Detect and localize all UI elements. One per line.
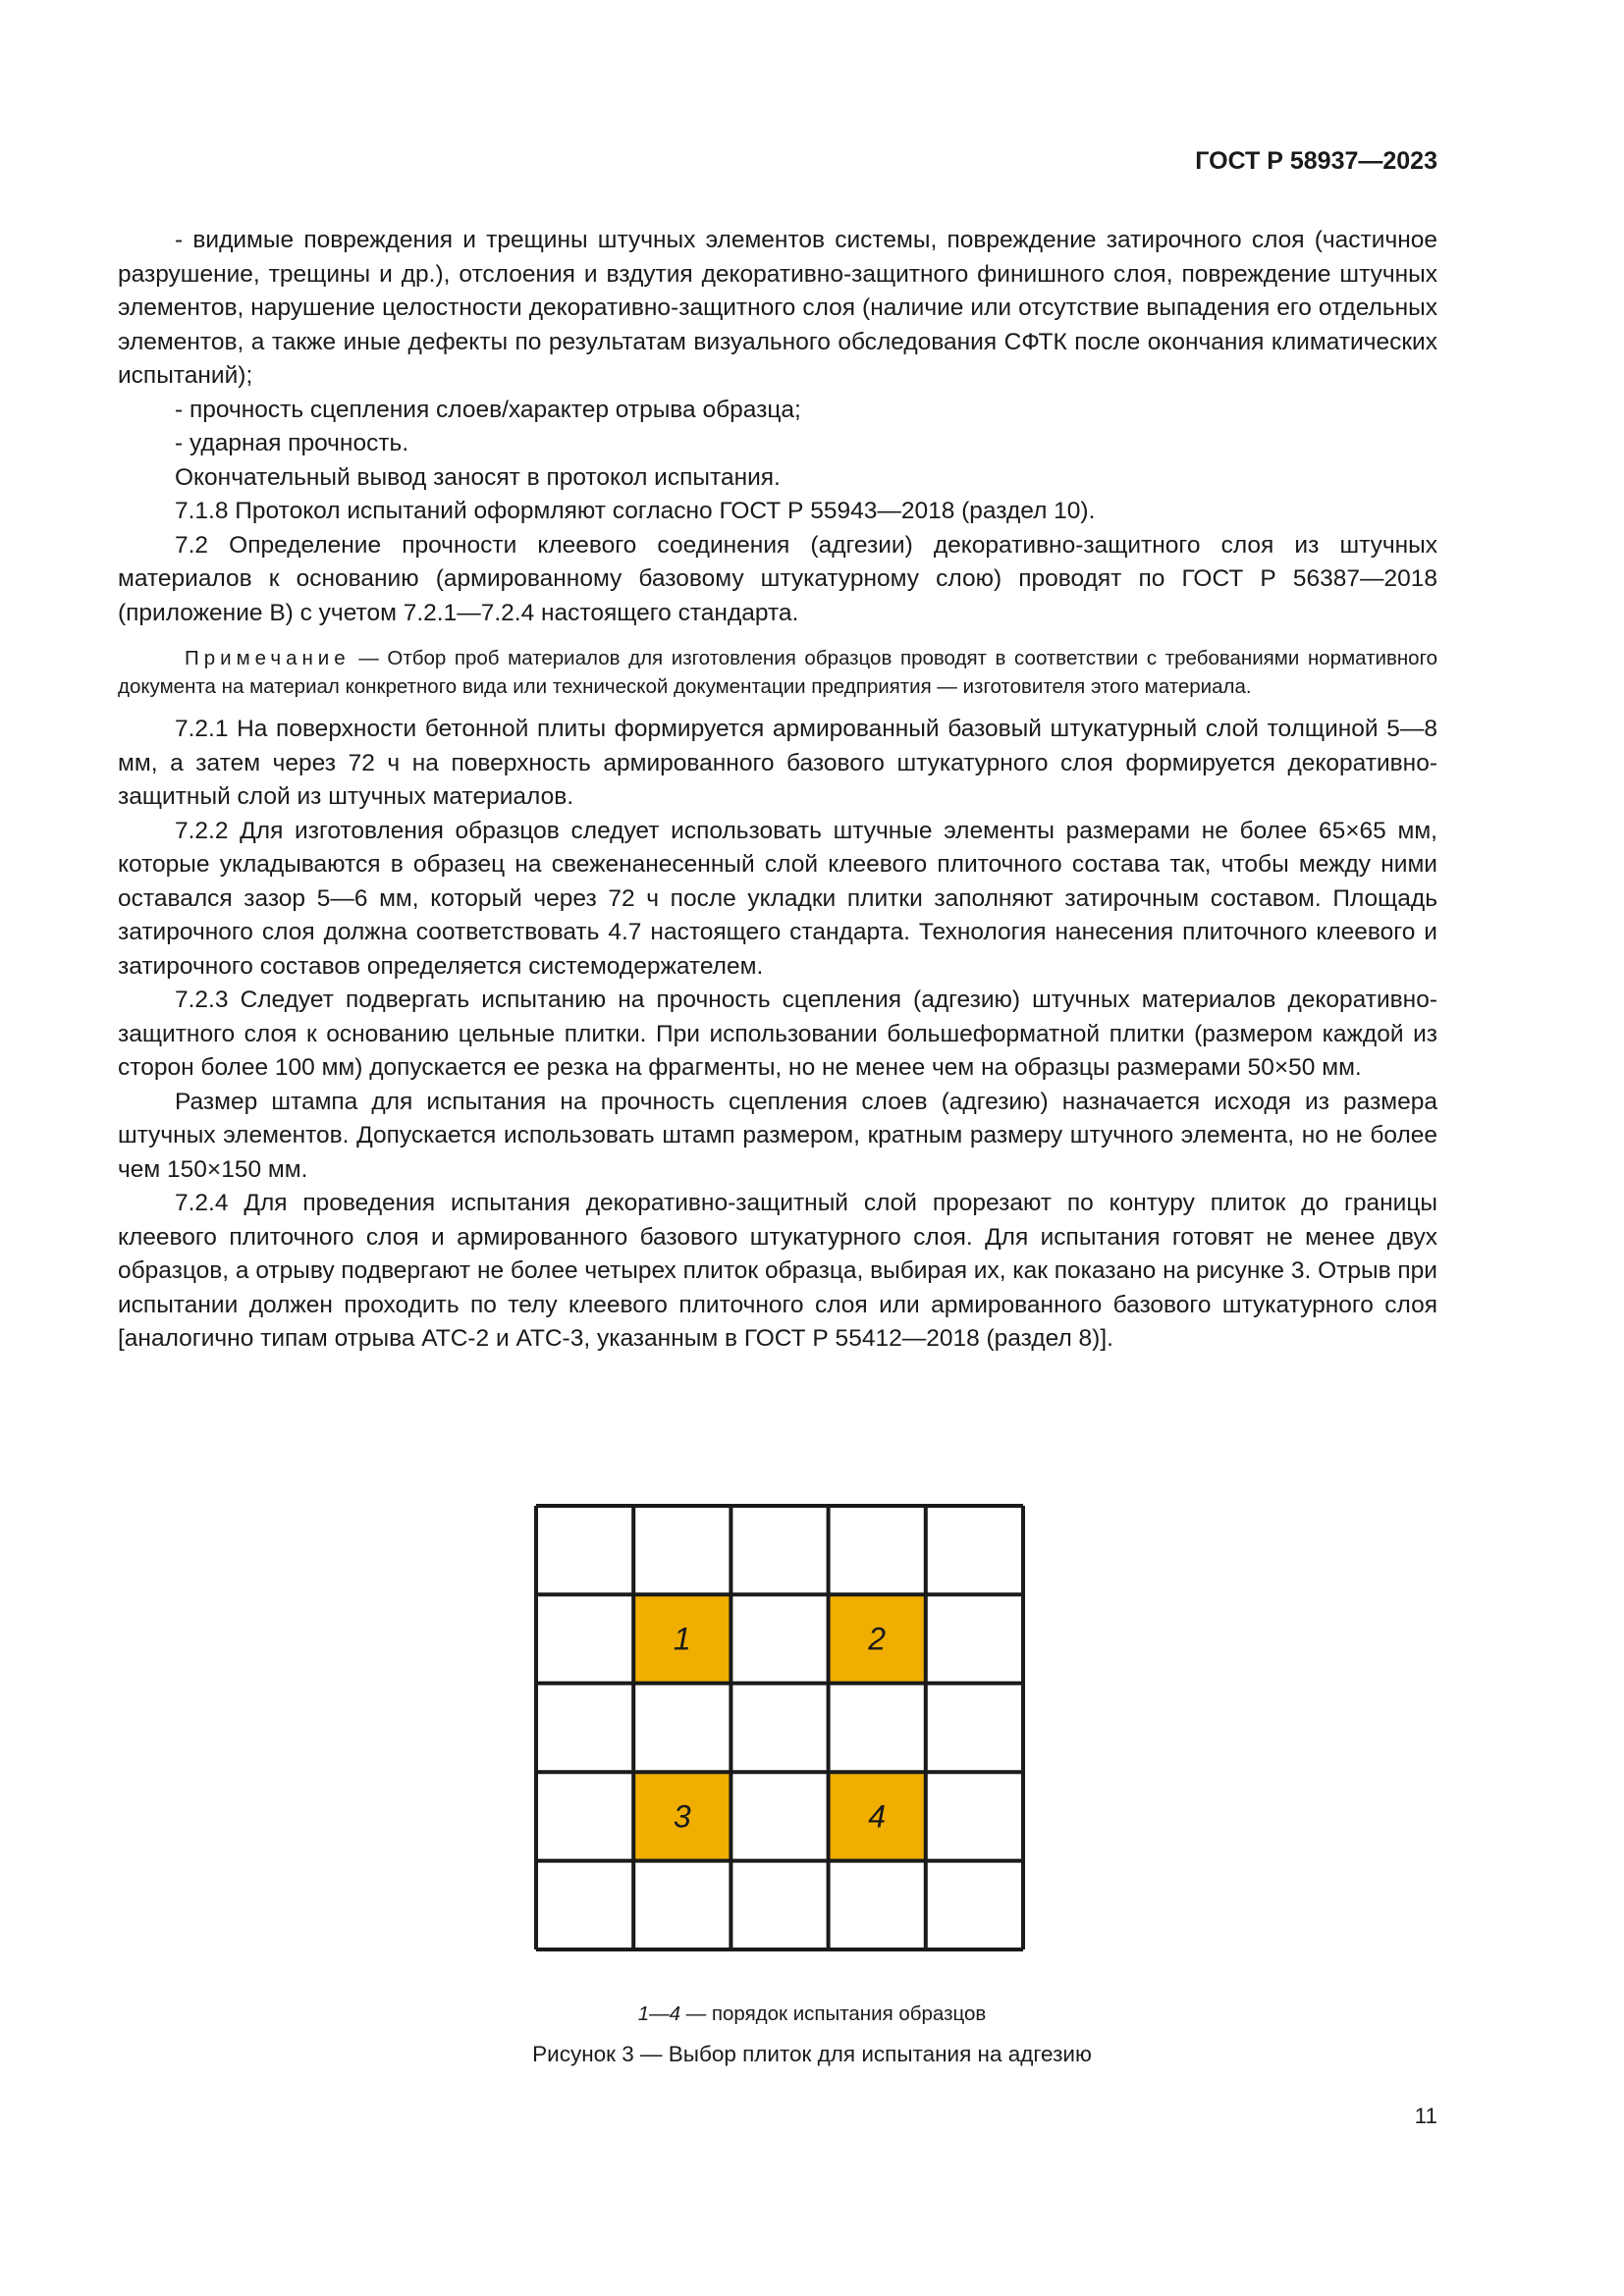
paragraph: 7.2.3 Следует подвергать испытанию на прочность сцепления (адгезию) штучных материалов декоративно-защитного слоя к основанию цельные плитки. При использовании большеформатной плитки (размером каждой из сторон более 100 мм) допускается ее резка на фрагменты, но не менее чем на образцы размерами 50×50 мм.: [118, 987, 1437, 1081]
paragraph: 7.2 Определение прочности клеевого соединения (адгезии) декоративно-защитного слоя из штучных материалов к основанию (армированному базовому штукатурному слою) проводят по ГОСТ Р 56387—2018 (приложение В) с учетом 7.2.1—7.2.4 настоящего стандарта.: [118, 531, 1437, 626]
paragraph: - прочность сцепления слоев/характер отрыва образца;: [175, 396, 801, 423]
paragraph: 7.2.1 На поверхности бетонной плиты формируется армированный базовый штукатурный слой толщиной 5—8 мм, а затем через 72 ч на поверхность армированного базового штукатурного слоя формируется декоративно-защитный слой из штучных материалов.: [118, 716, 1437, 810]
paragraph: - видимые повреждения и трещины штучных элементов системы, повреждение затирочного слоя (частичное разрушение, трещины и др.), отслоения и вздутия декоративно-защитного финишного слоя, повреждение штучных элементов, нарушение целостности декоративно-защитного слоя (наличие или отсутствие выпадения его отдельных элементов, а также иные дефекты по результатам визуального обследования СФТК после окончания климатических испытаний);: [118, 227, 1437, 389]
figure-caption: Рисунок 3 — Выбор плиток для испытания на адгезию: [532, 2042, 1092, 2066]
document-code: ГОСТ Р 58937—2023: [1195, 147, 1437, 175]
legend-range: 1—4: [637, 2002, 681, 2025]
tile-grid: [534, 1504, 1025, 1951]
note-label: Примечание: [185, 647, 351, 669]
figure-legend: [0, 2002, 1624, 2026]
body-text: [118, 224, 1437, 1357]
paragraph: 7.1.8 Протокол испытаний оформляют согласно ГОСТ Р 55943—2018 (раздел 10).: [175, 498, 1096, 524]
paragraph: Размер штампа для испытания на прочность сцепления слоев (адгезию) назначается исходя из размера штучных элементов. Допускается использовать штамп размером, кратным размеру штучного элемента, но не более чем 150×150 мм.: [118, 1088, 1437, 1183]
paragraph: - ударная прочность.: [175, 430, 409, 456]
tile-label-3: 3: [673, 1798, 691, 1835]
tile-label-2: 2: [868, 1621, 887, 1657]
tile-label-4: 4: [868, 1798, 887, 1835]
paragraph: 7.2.4 Для проведения испытания декоративно-защитный слой прорезают по контуру плиток до границы клеевого плиточного слоя и армированного базового штукатурного слоя. Для испытания готовят не менее двух образцов, а отрыву подвергают не более четырех плиток образца, выбирая их, как показано на рисунке 3. Отрыв при испытании должен проходить по телу клеевого плиточного слоя или армированного базового штукатурного слоя [аналогично типам отрыва АТС-2 и АТС-3, указанным в ГОСТ Р 55412—2018 (раздел 8)].: [118, 1190, 1437, 1352]
tile-label-1: 1: [673, 1621, 691, 1657]
paragraph: 7.2.2 Для изготовления образцов следует использовать штучные элементы размерами не более 65×65 мм, которые укладываются в образец на свеженанесенный слой клеевого плиточного состава так, чтобы между ними оставался зазор 5—6 мм, который через 72 ч после укладки плитки заполняют затирочным составом. Площадь затирочного слоя должна соответствовать 4.7 настоящего стандарта. Технология нанесения плиточного клеевого и затирочного составов определяется системодержателем.: [118, 817, 1437, 980]
tile-grid-figure: [534, 1504, 1025, 1951]
paragraph: Окончательный вывод заносят в протокол испытания.: [175, 463, 781, 491]
page-number: 11: [1414, 2104, 1437, 2128]
legend-text: — порядок испытания образцов: [680, 2002, 987, 2025]
note: [118, 644, 1437, 701]
note-text: — Отбор проб материалов для изготовления образцов проводят в соответствии с требованиями нормативного документа на материал конкретного вида или технической документации предприятия — изготовителя этого материала.: [118, 647, 1437, 698]
